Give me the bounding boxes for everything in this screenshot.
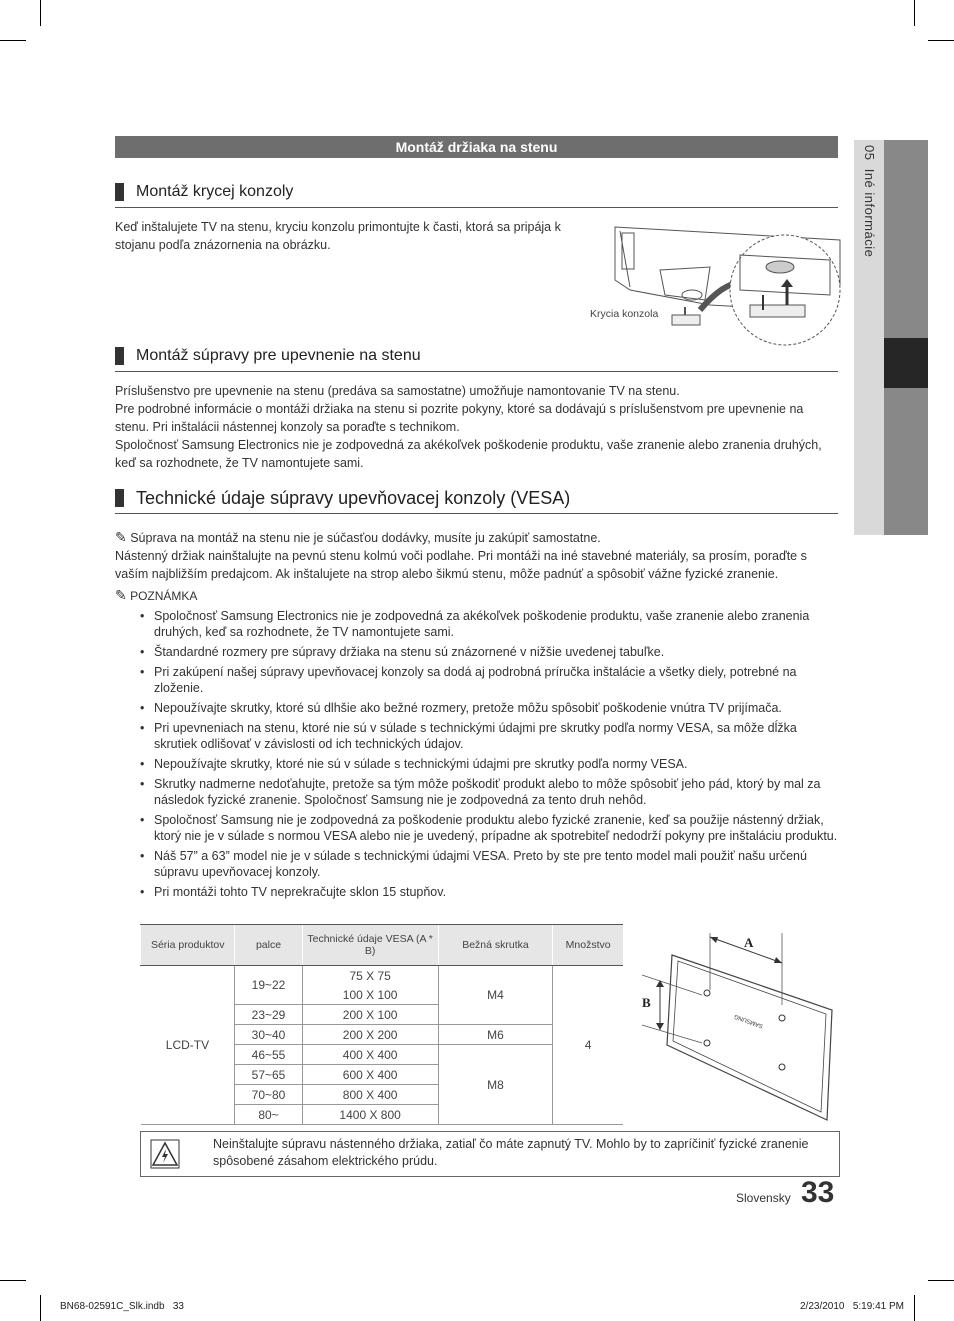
footer-datetime: 2/23/2010 5:19:41 PM [800,1301,904,1312]
list-item: • Pri zakúpení našej súpravy upevňovacej konzoly sa dodá aj podrobná príručka inštalácie a všetky diely, potrebné na zloženie. [140,664,840,696]
col-screw: Bežná skrutka [438,925,553,966]
cover-bracket-text: Keď inštalujete TV na stenu, kryciu konzolu primontujte k časti, ktorá sa pripája k stojanu podľa znázornenia na obrázku. [115,220,561,252]
note-text: Súprava na montáž na stenu nie je súčasťou dodávky, musíte ju zakúpiť samostatne. [130,531,601,545]
vesa-diagram [632,925,842,1125]
heading-bar [115,347,124,365]
crop-mark [0,40,26,41]
cell-screw: M6 [438,1025,553,1045]
list-item: • Pri montáži tohto TV neprekračujte sklon 15 stupňov. [140,884,840,900]
cell-inch: 80~ [235,1105,302,1125]
cell-screw: M4 [438,966,553,1025]
crop-mark [40,0,41,26]
note-heading [115,587,197,604]
table-row [141,966,624,986]
col-quantity: Množstvo [553,925,623,966]
crop-mark [928,40,954,41]
footer-language: Slovensky [736,1191,791,1205]
heading-bar [115,489,124,507]
cell-quantity: 4 [553,966,623,1125]
warning-text: Neinštalujte súpravu nástenného držiaka, zatiaľ čo máte zapnutý TV. Mohlo by to zapríčiniť fyzické zranenie spôsobené zásahom elektrického prúdu. [213,1137,809,1168]
cell-inch: 30~40 [235,1025,302,1045]
cell-inch: 19~22 [235,966,302,1005]
paragraph: Pre podrobné informácie o montáži držiaka na stenu si pozrite pokyny, ktoré sa dodávajú s príslušenstvom pre upevnenie na stenu. Pri inštalácii nástennej konzoly sa poraďte s technikom. [115,402,804,434]
cell-vesa: 200 X 200 [302,1025,438,1045]
vesa-paragraph: Nástenný držiak nainštalujte na pevnú stenu kolmú voči podlahe. Pri montáži na iné stavebné materiály, sa prosím, poraďte s vaším najbližším predajcom. Ak inštalujete na strop alebo šikmú stenu, môže padnúť a spôsobiť vážne fyzické zranenie. [115,549,807,581]
list-item: • Pri upevneniach na stenu, ktoré nie sú v súlade s technickými údajmi pre skrutky podľa normy VESA, sa môže dĺžka skrutiek odlišovať v závislosti od ich technických údajov. [140,720,840,752]
note-pencil-icon: ✎ [115,587,127,603]
cover-bracket-figure [600,215,845,350]
crop-mark [914,0,915,26]
cell-inch: 70~80 [235,1085,302,1105]
paragraph: Príslušenstvo pre upevnenie na stenu (predáva sa samostatne) umožňuje namontovanie TV na stenu. [115,384,680,398]
note-label: POZNÁMKA [130,589,198,603]
note-list [140,608,840,904]
footer-file: BN68-02591C_Slk.indb 33 [60,1301,184,1312]
wall-mount-text [115,382,838,472]
heading-bar [115,183,124,201]
brand-logo: SAMSUNG [733,1012,765,1029]
cell-series: LCD-TV [141,966,235,1125]
list-item: • Skrutky nadmerne nedoťahujte, pretože sa tým môže poškodiť produkt alebo to môže spôsobiť jeho pád, ktorý by mal za následok fyzické zranenie. Spoločnosť Samsung nie je zodpovedná za tento druh nehôd. [140,776,840,808]
cell-inch: 57~65 [235,1065,302,1085]
heading-text: Montáž súpravy pre upevnenie na stenu [136,347,421,364]
cell-inch: 46~55 [235,1045,302,1065]
page-number: 33 [801,1176,835,1209]
crop-mark [40,1295,41,1321]
col-vesa: Technické údaje VESA (A * B) [302,925,438,966]
cell-vesa: 600 X 400 [302,1065,438,1085]
list-item: • Nepoužívajte skrutky, ktoré sú dlhšie ako bežné rozmery, pretože môžu spôsobiť poškodenie vnútra TV prijímača. [140,700,840,716]
heading-text: Technické údaje súpravy upevňovacej konzoly (VESA) [136,487,571,508]
cell-inch: 23~29 [235,1005,302,1025]
crop-mark [0,1280,26,1281]
note-pencil-icon: ✎ [115,529,127,545]
list-item: • Spoločnosť Samsung nie je zodpovedná za poškodenie produktu alebo fyzické zranenie, keď sa použije nástenný držiak, ktorý nie je v súlade s normou VESA alebo nie je uvedený, prípadne ak spotrebiteľ nedodrží pokyny pre inštaláciu produktu. [140,812,840,844]
cell-vesa: 75 X 75 [302,966,438,986]
cell-vesa: 1400 X 800 [302,1105,438,1125]
list-item: • Štandardné rozmery pre súpravy držiaka na stenu sú znázornené v nižšie uvedenej tabuľke. [140,644,840,660]
heading-cover-bracket [115,183,838,208]
heading-vesa-spec [115,487,838,514]
col-inch: palce [235,925,302,966]
heading-text: Montáž krycej konzoly [136,183,294,200]
bracket-small [672,307,700,325]
vesa-table [140,924,623,1125]
vesa-note [115,528,838,547]
crop-mark [914,1295,915,1321]
list-item: • Náš 57” a 63” model nie je v súlade s technickými údajmi VESA. Preto by ste pre tento model mali použiť našu určenú súpravu upevňovacej konzoly. [140,848,840,880]
cell-screw: M8 [438,1045,553,1125]
label-a: A [744,935,754,950]
paragraph: Spoločnosť Samsung Electronics nie je zodpovedná za akékoľvek poškodenie produktu, vaše zranenie alebo zranenia druhých, keď sa rozhodnete, že TV namontujete sami. [115,438,822,470]
crop-mark [928,1280,954,1281]
section-banner: Montáž držiaka na stenu [115,136,838,158]
label-b: B [642,995,651,1010]
electric-shock-warning-icon [150,1139,180,1169]
heading-wall-mount-kit [115,347,838,372]
figure-label: Krycia konzola [590,308,659,320]
chapter-title: Iné informácie [862,168,877,258]
cell-vesa: 100 X 100 [302,985,438,1005]
col-series: Séria produktov [141,925,235,966]
chapter-tab-marker [884,338,928,388]
list-item: • Nepoužívajte skrutky, ktoré nie sú v súlade s technickými údajmi pre skrutky podľa normy VESA. [140,756,840,772]
list-item: • Spoločnosť Samsung Electronics nie je zodpovedná za akékoľvek poškodenie produktu, vaše zranenie alebo zranenia druhých, keď sa rozhodnete, že TV namontujete sami. [140,608,840,640]
cell-vesa: 200 X 100 [302,1005,438,1025]
table-header-row [141,925,624,966]
cell-vesa: 400 X 400 [302,1045,438,1065]
chapter-label [862,145,877,257]
chapter-number: 05 [862,145,877,161]
cell-vesa: 800 X 400 [302,1085,438,1105]
